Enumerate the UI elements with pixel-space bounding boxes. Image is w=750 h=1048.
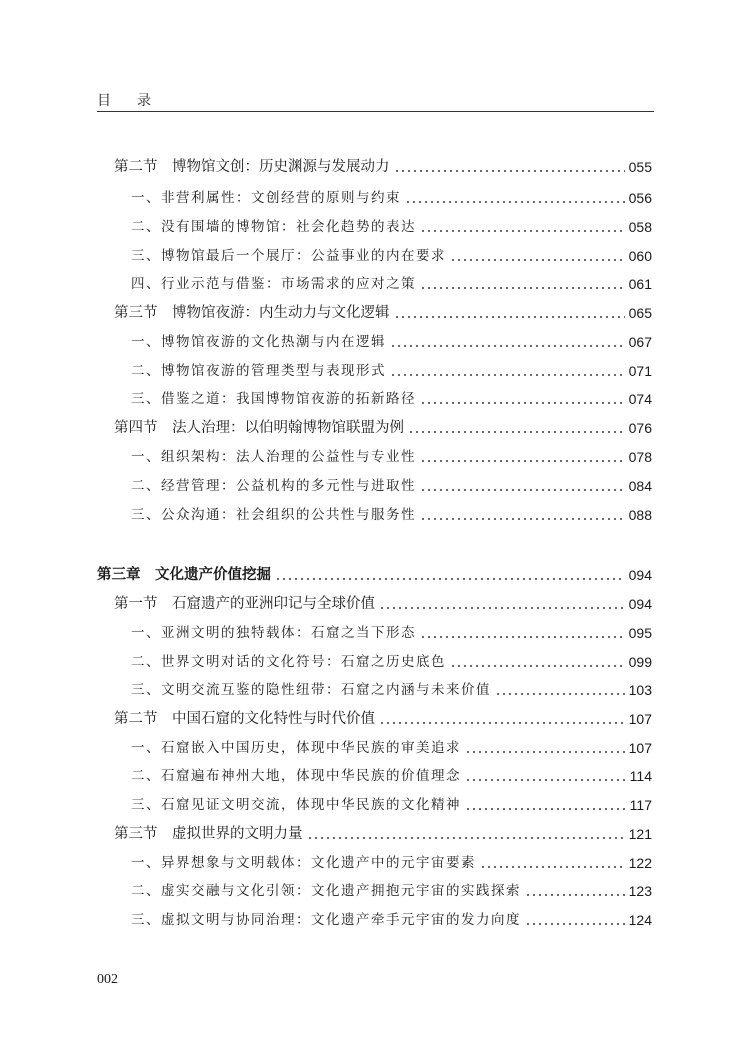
toc-entry-title: 二、石窟遍布神州大地，体现中华民族的价值理念 — [131, 768, 461, 784]
toc-entry-subsection[interactable] — [131, 646, 652, 672]
dot-leader — [525, 894, 625, 896]
toc-entry-section[interactable] — [114, 703, 652, 729]
toc-entry-page: 117 — [629, 797, 652, 813]
dot-leader — [450, 259, 625, 261]
toc-entry-title: 三、公众沟通：社会组织的公共性与服务性 — [131, 507, 416, 523]
toc-entry-title: 三、虚拟文明与协同治理：文化遗产牵手元宇宙的发力向度 — [131, 912, 521, 928]
toc-entry-section[interactable] — [114, 151, 652, 177]
dot-leader — [307, 837, 625, 839]
toc-entry-page: 071 — [628, 363, 652, 379]
toc-entry-page: 099 — [628, 654, 652, 670]
dot-leader — [420, 518, 625, 520]
toc-entry-title: 三、石窟见证文明交流，体现中华民族的文化精神 — [131, 797, 461, 813]
toc-entry-title: 二、经营管理：公益机构的多元性与进取性 — [131, 478, 416, 494]
dot-leader — [525, 923, 625, 925]
toc-entry-page: 067 — [628, 334, 652, 350]
dot-leader — [379, 722, 625, 724]
toc-entry-page: 078 — [628, 449, 652, 465]
toc-entry-title: 一、非营利属性：文创经营的原则与约束 — [131, 190, 401, 206]
toc-entry-title: 第三节 虚拟世界的文明力量 — [114, 826, 303, 842]
toc-entry-chapter[interactable] — [97, 559, 652, 585]
toc-entry-title: 四、行业示范与借鉴：市场需求的应对之策 — [131, 276, 416, 292]
toc-entry-title: 一、博物馆夜游的文化热潮与内在逻辑 — [131, 334, 386, 350]
dot-leader — [465, 808, 626, 810]
toc-entry-page: 094 — [628, 596, 652, 612]
toc-entry-section[interactable] — [114, 818, 652, 844]
dot-leader — [408, 431, 625, 433]
toc-entry-subsection[interactable] — [131, 789, 652, 815]
toc-entry-subsection[interactable] — [131, 211, 652, 237]
dot-leader — [465, 751, 625, 753]
toc-entry-title: 第三节 博物馆夜游：内生动力与文化逻辑 — [114, 305, 390, 321]
toc-entry-subsection[interactable] — [131, 499, 652, 525]
toc-entry-title: 三、借鉴之道：我国博物馆夜游的拓新路径 — [131, 391, 416, 407]
toc-entry-title: 第二节 中国石窟的文化特性与时代价值 — [114, 711, 375, 727]
toc-entry-subsection[interactable] — [131, 268, 652, 294]
toc-entry-section[interactable] — [114, 588, 652, 614]
toc-entry-subsection[interactable] — [131, 904, 652, 930]
toc-entry-title: 第四节 法人治理：以伯明翰博物馆联盟为例 — [114, 420, 404, 436]
dot-leader — [480, 866, 625, 868]
toc-entry-subsection[interactable] — [131, 470, 652, 496]
dot-leader — [390, 374, 625, 376]
toc-entry-page: 095 — [628, 625, 652, 641]
toc-entry-page: 055 — [628, 159, 652, 175]
toc-entry-section[interactable] — [114, 412, 652, 438]
toc-entry-subsection[interactable] — [131, 240, 652, 266]
toc-entry-page: 114 — [629, 768, 652, 784]
dot-leader — [420, 489, 625, 491]
toc-entry-section[interactable] — [114, 297, 652, 323]
toc-entry-subsection[interactable] — [131, 875, 652, 901]
toc-entry-page: 065 — [628, 305, 652, 321]
toc-entry-subsection[interactable] — [131, 441, 652, 467]
toc-entry-title: 三、文明交流互鉴的隐性纽带：石窟之内涵与未来价值 — [131, 682, 491, 698]
toc-entry-subsection[interactable] — [131, 617, 652, 643]
dot-leader — [420, 402, 625, 404]
toc-entry-title: 一、异界想象与文明载体：文化遗产中的元宇宙要素 — [131, 855, 476, 871]
toc-entry-title: 一、石窟嵌入中国历史，体现中华民族的审美追求 — [131, 740, 461, 756]
toc-entry-page: 060 — [628, 248, 652, 264]
toc-entry-page: 103 — [628, 682, 652, 698]
dot-leader — [394, 316, 625, 318]
toc-entry-page: 061 — [628, 276, 652, 292]
running-header: 目录 — [97, 93, 177, 109]
toc-entry-title: 第二节 博物馆文创：历史渊源与发展动力 — [114, 159, 390, 175]
toc-entry-page: 094 — [628, 567, 652, 583]
toc-entry-page: 121 — [628, 826, 652, 842]
toc-entry-page: 107 — [628, 740, 652, 756]
dot-leader — [275, 578, 625, 580]
toc-entry-subsection[interactable] — [131, 182, 652, 208]
toc-entry-page: 107 — [628, 711, 652, 727]
toc-entry-subsection[interactable] — [131, 355, 652, 381]
dot-leader — [379, 607, 625, 609]
toc-entry-page: 088 — [628, 507, 652, 523]
toc-entry-subsection[interactable] — [131, 732, 652, 758]
toc-entry-page: 056 — [628, 190, 652, 206]
toc-entry-page: 074 — [628, 391, 652, 407]
toc-entry-subsection[interactable] — [131, 326, 652, 352]
dot-leader — [394, 170, 625, 172]
toc-entry-page: 058 — [628, 219, 652, 235]
toc-entry-page: 123 — [628, 883, 652, 899]
toc-entry-subsection[interactable] — [131, 760, 652, 786]
header-rule — [97, 111, 654, 112]
toc-entry-subsection[interactable] — [131, 674, 652, 700]
dot-leader — [405, 201, 625, 203]
page-number: 002 — [97, 972, 118, 987]
toc-entry-title: 一、组织架构：法人治理的公益性与专业性 — [131, 449, 416, 465]
toc-entry-title: 三、博物馆最后一个展厅：公益事业的内在要求 — [131, 248, 446, 264]
toc-entry-title: 第三章 文化遗产价值挖掘 — [97, 566, 271, 583]
dot-leader — [390, 345, 625, 347]
dot-leader — [420, 636, 625, 638]
dot-leader — [420, 460, 625, 462]
toc-entry-title: 二、没有围墙的博物馆：社会化趋势的表达 — [131, 219, 416, 235]
toc-entry-title: 一、亚洲文明的独特载体：石窟之当下形态 — [131, 625, 416, 641]
dot-leader — [450, 665, 625, 667]
toc-entry-title: 第一节 石窟遗产的亚洲印记与全球价值 — [114, 596, 375, 612]
dot-leader — [420, 230, 625, 232]
toc-entry-title: 二、博物馆夜游的管理类型与表现形式 — [131, 363, 386, 379]
toc-entry-page: 122 — [628, 855, 652, 871]
toc-entry-subsection[interactable] — [131, 847, 652, 873]
toc-entry-page: 076 — [628, 420, 652, 436]
toc-entry-page: 124 — [628, 912, 652, 928]
dot-leader — [420, 287, 625, 289]
dot-leader — [465, 779, 626, 781]
dot-leader — [495, 693, 625, 695]
toc-entry-title: 二、世界文明对话的文化符号：石窟之历史底色 — [131, 654, 446, 670]
toc-entry-title: 二、虚实交融与文化引领：文化遗产拥抱元宇宙的实践探索 — [131, 883, 521, 899]
toc-entry-subsection[interactable] — [131, 383, 652, 409]
toc-entry-page: 084 — [628, 478, 652, 494]
